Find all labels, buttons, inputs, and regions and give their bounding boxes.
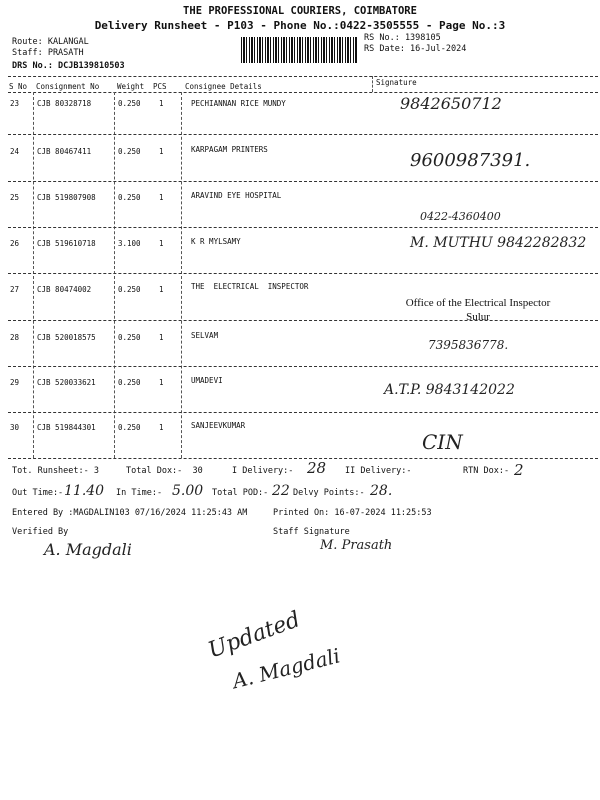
row-pcs: 1	[159, 147, 164, 156]
in-time-label: In Time:-	[116, 488, 163, 498]
row-consignee: KARPAGAM PRINTERS	[191, 145, 268, 154]
row-consignment: CJB 80467411	[37, 147, 92, 156]
delvy-points-value: 28.	[370, 483, 393, 499]
row-pcs: 1	[159, 378, 164, 387]
row-sno: 29	[10, 378, 20, 387]
entered-by: Entered By :MAGDALIN103 07/16/2024 11:25:43 AM	[12, 508, 248, 518]
row-pcs: 1	[159, 333, 164, 342]
row-sno: 23	[10, 99, 20, 108]
row-weight: 0.250	[118, 423, 141, 432]
row-weight: 0.250	[118, 99, 141, 108]
total-dox: Total Dox:- 30	[126, 466, 203, 476]
row-consignment: CJB 80474002	[37, 285, 92, 294]
row-signature: CIN	[422, 430, 463, 454]
printed-on: Printed On: 16-07-2024 11:25:53	[273, 508, 432, 518]
row-consignment: CJB 520018575	[37, 333, 96, 342]
staff-signature-label: Staff Signature	[273, 527, 350, 537]
i-delivery-value: 28	[307, 459, 327, 477]
rs-date: RS Date: 16-Jul-2024	[364, 44, 467, 54]
col-sno: S No	[9, 82, 28, 91]
row-rule	[8, 134, 598, 135]
row-weight: 0.250	[118, 285, 141, 294]
row-pcs: 1	[159, 99, 164, 108]
row-sno: 26	[10, 239, 20, 248]
row-signature: 7395836778.	[428, 338, 509, 352]
table-top-rule	[8, 76, 598, 77]
row-sno: 24	[10, 147, 20, 156]
i-delivery-label: I Delivery:-	[232, 466, 294, 476]
row-consignee: ARAVIND EYE HOSPITAL	[191, 191, 282, 200]
row-pcs: 1	[159, 193, 164, 202]
table-bottom-rule	[8, 458, 598, 459]
runsheet-title: Delivery Runsheet - P103 - Phone No.:0422-3505555 - Page No.:3	[94, 19, 506, 32]
route-label: Route: KALANGAL	[12, 37, 89, 47]
row-sno: 27	[10, 285, 20, 294]
row-consignee: K R MYLSAMY	[191, 237, 241, 246]
col-divider	[114, 92, 115, 458]
row-pcs: 1	[159, 423, 164, 432]
row-consignee: UMADEVI	[191, 376, 223, 385]
row-weight: 3.100	[118, 239, 141, 248]
row-rule	[8, 273, 598, 274]
row-signature: 9842650712	[400, 94, 502, 113]
ii-delivery-label: II Delivery:-	[345, 466, 412, 476]
row-sno: 30	[10, 423, 20, 432]
row-consignee: SELVAM	[191, 331, 219, 340]
row-weight: 0.250	[118, 193, 141, 202]
rtn-dox-value: 2	[514, 461, 524, 479]
col-pcs: PCS	[153, 82, 167, 91]
row-consignee: SANJEEVKUMAR	[191, 421, 246, 430]
verified-signature: A. Magdali	[44, 540, 132, 559]
row-rule	[8, 366, 598, 367]
row-rule	[8, 412, 598, 413]
delvy-points-label: Delvy Points:-	[293, 488, 365, 498]
office-stamp: Office of the Electrical Inspector Sulur	[405, 297, 551, 323]
row-rule	[8, 181, 598, 182]
tot-runsheet: Tot. Runsheet:- 3	[12, 466, 99, 476]
col-divider	[181, 92, 182, 458]
drs-number: DRS No.: DCJB139810503	[12, 61, 125, 71]
rs-number: RS No.: 1398105	[364, 33, 441, 43]
col-weight: Weight	[117, 82, 145, 91]
row-signature: 0422-4360400	[420, 210, 501, 223]
row-consignment: CJB 519610718	[37, 239, 96, 248]
col-consignment: Consignment No	[36, 82, 100, 91]
total-pod-label: Total POD:-	[212, 488, 269, 498]
rtn-dox-label: RTN Dox:-	[463, 466, 510, 476]
row-signature: M. MUTHU 9842282832	[410, 235, 587, 251]
staff-signature: M. Prasath	[320, 538, 393, 553]
verified-by-label: Verified By	[12, 527, 69, 537]
out-time-value: 11.40	[64, 483, 105, 499]
row-sno: 28	[10, 333, 20, 342]
in-time-value: 5.00	[172, 483, 204, 499]
barcode	[241, 37, 357, 63]
table-header-rule	[8, 92, 598, 93]
staff-label: Staff: PRASATH	[12, 48, 84, 58]
total-pod-value: 22	[272, 483, 290, 499]
row-sno: 25	[10, 193, 20, 202]
company-title: THE PROFESSIONAL COURIERS, COIMBATORE	[183, 5, 417, 17]
row-consignment: CJB 519844301	[37, 423, 96, 432]
row-signature: 9600987391.	[410, 150, 531, 171]
row-pcs: 1	[159, 285, 164, 294]
row-pcs: 1	[159, 239, 164, 248]
row-consignee: THE ELECTRICAL INSPECTOR	[191, 282, 309, 291]
row-weight: 0.250	[118, 333, 141, 342]
col-divider	[33, 92, 34, 458]
row-weight: 0.250	[118, 378, 141, 387]
row-consignment: CJB 519807908	[37, 193, 96, 202]
row-consignment: CJB 520033621	[37, 378, 96, 387]
col-consignee: Consignee Details	[185, 82, 262, 91]
row-rule	[8, 320, 598, 321]
row-weight: 0.250	[118, 147, 141, 156]
row-rule	[8, 227, 598, 228]
row-consignee: PECHIANNAN RICE MUNDY	[191, 99, 286, 108]
signature-column-divider	[372, 76, 373, 92]
updated-note: Updated	[205, 607, 304, 664]
row-consignment: CJB 80328718	[37, 99, 92, 108]
col-signature: Signature	[376, 78, 417, 87]
row-signature: A.T.P. 9843142022	[384, 382, 515, 398]
note-signature: A. Magdali	[230, 643, 343, 694]
out-time-label: Out Time:-	[12, 488, 64, 498]
